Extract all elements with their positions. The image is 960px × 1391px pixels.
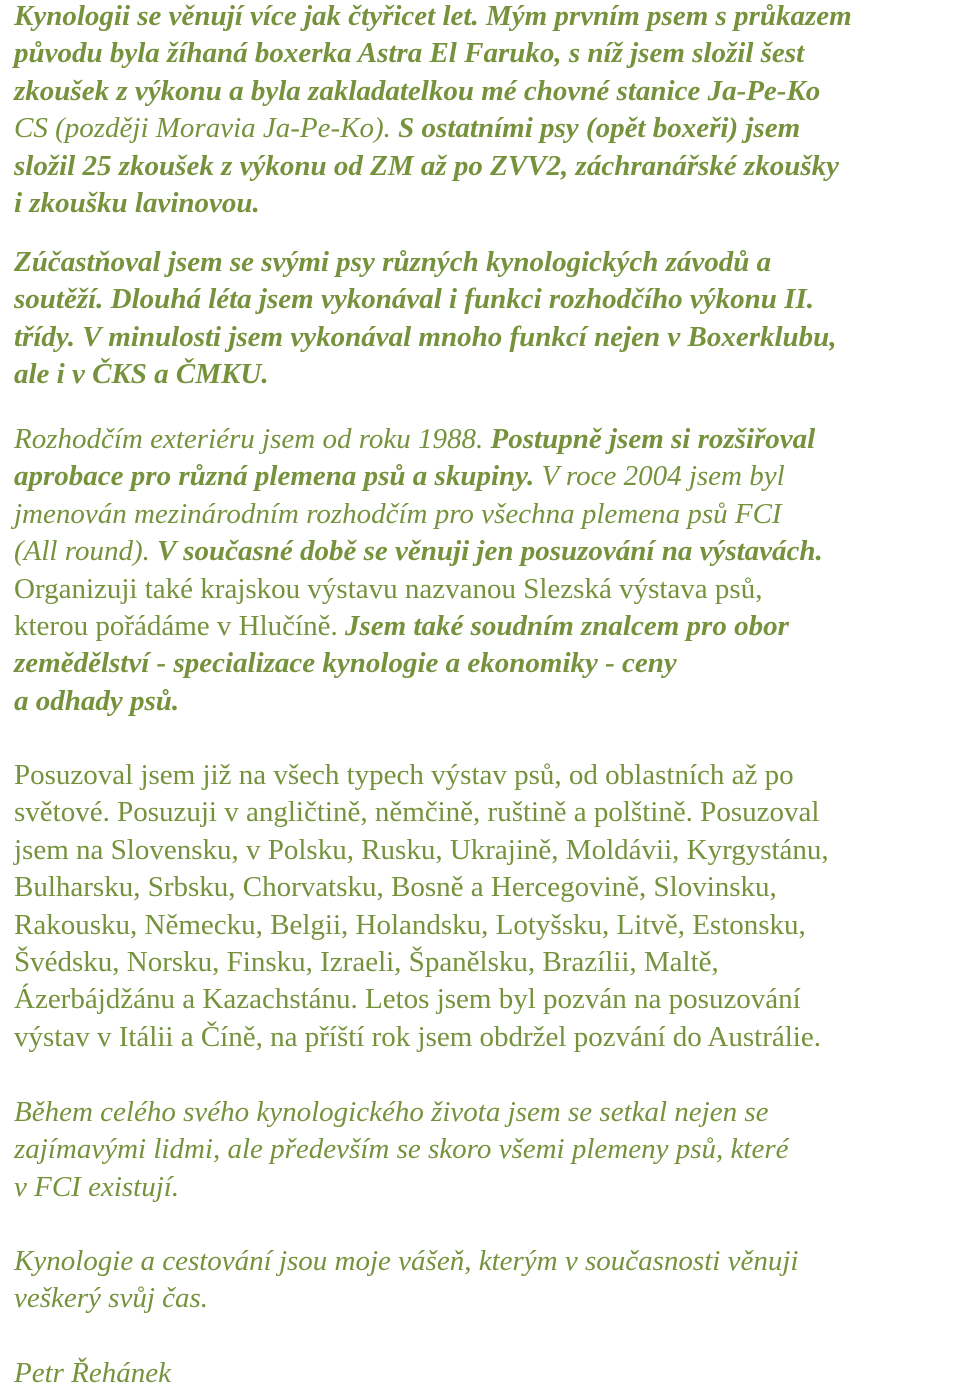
paragraph-competitions-line: [14, 244, 771, 280]
text-run: zajímavými lidmi, ale především se skoro všemi plemeny psů, které: [14, 1133, 789, 1166]
text-run: kterou pořádáme v Hlučíně.: [14, 610, 345, 642]
text-run: Organizuji také krajskou výstavu nazvanou Slezská výstava psů,: [14, 572, 763, 605]
paragraph-people-line: [14, 1169, 179, 1205]
text-run: Kynologie a cestování jsou moje vášeň, kterým v současnosti věnuji: [14, 1245, 799, 1277]
text-run: jsem na Slovensku, v Polsku, Rusku, Ukrajině, Moldávii, Kyrgystánu,: [14, 833, 829, 866]
paragraph-judging-line: [14, 496, 782, 532]
text-run: Rozhodčím exteriéru jsem od roku 1988.: [14, 423, 491, 455]
paragraph-judging-line: [14, 571, 762, 607]
text-run: třídy. V minulosti jsem vykonával mnoho funkcí nejen v Boxerklubu,: [14, 320, 837, 353]
text-run: CS (později Moravia Ja-Pe-Ko).: [14, 112, 399, 145]
text-run: ale i v ČKS a ČMKU.: [14, 358, 269, 391]
text-run: i zkoušku lavinovou.: [14, 187, 260, 219]
text-run: Švédsku, Norsku, Finsku, Izraeli, Španělsku, Brazílii, Maltě,: [14, 946, 719, 978]
text-run: Kynologii se věnují více jak čtyřicet let. Mým prvním psem s průkazem: [14, 0, 852, 32]
paragraph-passion-line: [14, 1243, 798, 1279]
paragraph-competitions-line: [14, 319, 837, 355]
text-run: Rakousku, Německu, Belgii, Holandsku, Lotyšsku, Litvě, Estonsku,: [14, 908, 806, 941]
paragraph-intro-line: [14, 35, 804, 71]
text-run: aprobace pro různá plemena psů a skupiny.: [14, 460, 542, 493]
text-run: S ostatními psy (opět boxeři) jsem: [398, 112, 801, 145]
text-run: v FCI existují.: [14, 1170, 180, 1203]
text-run: výstav v Itálii a Číně, na příští rok jsem obdržel pozvání do Austrálie.: [14, 1020, 821, 1053]
text-run: Postupně jsem si rozšiřoval: [490, 423, 816, 455]
text-run: Zúčastňoval jsem se svými psy různých kynologických závodů a: [14, 246, 772, 278]
paragraph-countries-line: [14, 1019, 821, 1055]
paragraph-judging-line: [14, 608, 789, 644]
paragraph-countries-line: [14, 794, 819, 830]
text-run: a odhady psů.: [14, 684, 180, 717]
paragraph-intro-line: [14, 185, 260, 221]
paragraph-people-line: [14, 1131, 788, 1167]
paragraph-countries-line: [14, 832, 829, 868]
paragraph-countries-line: [14, 907, 806, 943]
text-run: soutěží. Dlouhá léta jsem vykonával i funkci rozhodčího výkonu II.: [14, 283, 814, 316]
paragraph-judging-line: [14, 533, 823, 569]
text-run: V roce 2004 jsem byl: [541, 460, 785, 493]
paragraph-competitions-line: [14, 356, 269, 392]
paragraph-competitions-line: [14, 281, 814, 317]
paragraph-countries-line: [14, 981, 801, 1017]
text-run: V současné době se věnuji jen posuzování na výstavách.: [157, 535, 823, 568]
paragraph-people-line: [14, 1094, 769, 1130]
text-run: jmenován mezinárodním rozhodčím pro všechna plemena psů FCI: [14, 497, 782, 530]
text-run: Petr Řehánek: [14, 1357, 172, 1389]
paragraph-intro-line: [14, 73, 820, 109]
paragraph-judging-line: [14, 683, 179, 719]
text-run: světové. Posuzuji v angličtině, němčině, ruštině a polštině. Posuzoval: [14, 796, 820, 829]
text-run: zkoušek z výkonu a byla zakladatelkou mé chovné stanice Ja-Pe-Ko: [14, 74, 821, 107]
paragraph-countries-line: [14, 757, 794, 793]
text-run: Jsem také soudním znalcem pro obor: [344, 610, 789, 642]
paragraph-countries-line: [14, 944, 719, 980]
signature-line: [14, 1355, 171, 1391]
text-run: Ázerbájdžánu a Kazachstánu. Letos jsem byl pozván na posuzování: [14, 983, 801, 1016]
text-run: zemědělství - specializace kynologie a ekonomiky - ceny: [14, 647, 677, 680]
text-run: Během celého svého kynologického života jsem se setkal nejen se: [14, 1096, 769, 1128]
paragraph-countries-line: [14, 869, 777, 905]
paragraph-judging-line: [14, 458, 785, 494]
text-run: (All round).: [14, 535, 158, 568]
text-run: složil 25 zkoušek z výkonu od ZM až po ZVV2, záchranářské zkoušky: [14, 149, 839, 182]
text-run: původu byla žíhaná boxerka Astra El Faruko, s níž jsem složil šest: [14, 37, 805, 70]
paragraph-judging-line: [14, 645, 677, 681]
paragraph-intro-line: [14, 148, 839, 184]
text-run: Posuzoval jsem již na všech typech výstav psů, od oblastních až po: [14, 759, 794, 791]
paragraph-judging-line: [14, 421, 815, 457]
text-run: Bulharsku, Srbsku, Chorvatsku, Bosně a Hercegovině, Slovinsku,: [14, 871, 777, 904]
paragraph-intro-line: [14, 110, 800, 146]
paragraph-passion-line: [14, 1280, 208, 1316]
text-run: veškerý svůj čas.: [14, 1282, 209, 1315]
paragraph-intro-line: [14, 0, 852, 34]
